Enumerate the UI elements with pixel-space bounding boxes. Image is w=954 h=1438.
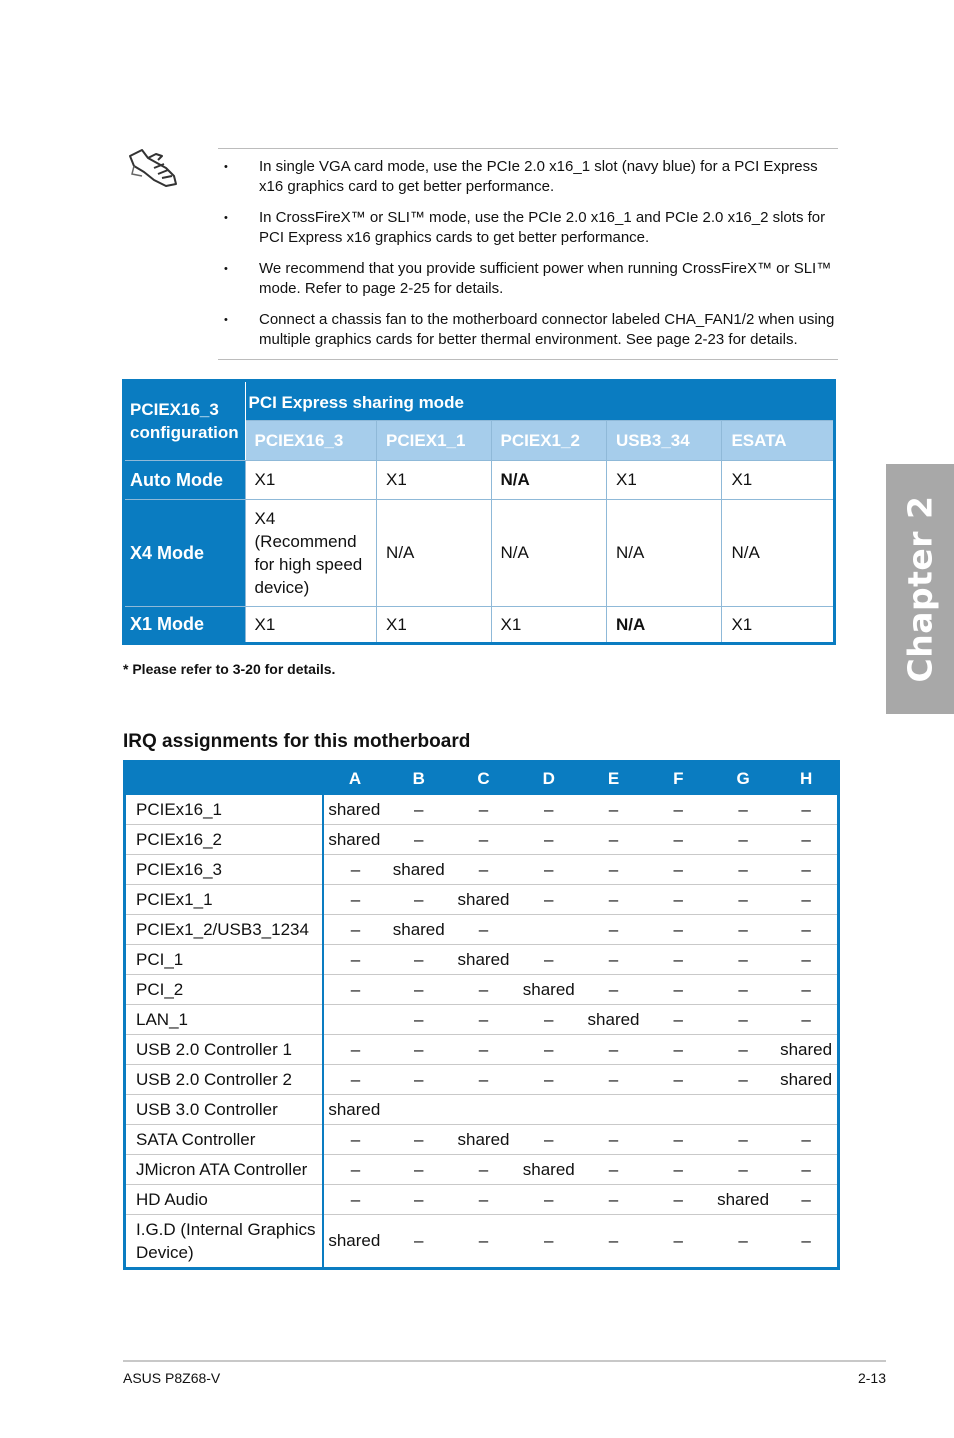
table-cell: N/A: [606, 500, 721, 607]
irq-column-header: B: [387, 762, 451, 796]
irq-column-header: H: [775, 762, 838, 796]
device-name: JMicron ATA Controller: [125, 1155, 324, 1185]
irq-cell: –: [387, 975, 451, 1005]
irq-cell: –: [646, 1155, 711, 1185]
irq-cell: –: [323, 975, 386, 1005]
irq-header-row: [125, 762, 839, 796]
table-row: [125, 1035, 839, 1065]
table-cell: N/A: [491, 461, 606, 500]
irq-cell: –: [516, 1065, 581, 1095]
irq-cell: –: [581, 825, 645, 855]
device-name: PCIEx16_1: [125, 795, 324, 825]
table-row: [124, 500, 835, 607]
irq-column-header: C: [451, 762, 516, 796]
mode-label: X1 Mode: [124, 607, 246, 644]
irq-cell: –: [581, 855, 645, 885]
irq-cell: –: [581, 915, 645, 945]
irq-cell: [451, 1095, 516, 1125]
note-item: • We recommend that you provide sufficient power when running CrossFireX™ or SLI™ mode. Refer to page 2-25 for details.: [224, 260, 832, 297]
irq-cell: –: [646, 1005, 711, 1035]
irq-cell: –: [775, 1155, 838, 1185]
table-row: [125, 1215, 839, 1269]
table-row: [125, 1125, 839, 1155]
column-header: PCIEX16_3: [245, 421, 377, 461]
table-cell: N/A: [491, 500, 606, 607]
irq-cell: shared: [711, 1185, 775, 1215]
irq-cell: –: [516, 1185, 581, 1215]
device-name: HD Audio: [125, 1185, 324, 1215]
irq-cell: –: [387, 1005, 451, 1035]
mode-label: Auto Mode: [124, 461, 246, 500]
table-cell: X1: [245, 461, 377, 500]
table-row: [125, 825, 839, 855]
chapter-tab-label: Chapter 2: [900, 495, 940, 683]
irq-cell: –: [516, 1005, 581, 1035]
note-list: [224, 157, 840, 361]
pointing-hand-icon: [126, 146, 180, 190]
irq-cell: –: [387, 1155, 451, 1185]
column-header: USB3_34: [606, 421, 721, 461]
irq-cell: –: [646, 1065, 711, 1095]
irq-cell: –: [387, 1125, 451, 1155]
irq-cell: –: [323, 1065, 386, 1095]
table-row: [125, 1185, 839, 1215]
irq-cell: –: [323, 915, 386, 945]
device-name: PCI_2: [125, 975, 324, 1005]
irq-cell: –: [516, 795, 581, 825]
irq-cell: [516, 1095, 581, 1125]
table-row: [125, 855, 839, 885]
irq-cell: –: [451, 915, 516, 945]
irq-cell: shared: [387, 855, 451, 885]
table-row: [125, 1095, 839, 1125]
table-cell: N/A: [722, 500, 835, 607]
irq-column-header: E: [581, 762, 645, 796]
irq-column-header: D: [516, 762, 581, 796]
footnote: * Please refer to 3-20 for details.: [123, 661, 336, 677]
table-row: [125, 1065, 839, 1095]
irq-cell: –: [544, 1231, 554, 1250]
device-name: PCIEx16_3: [125, 855, 324, 885]
irq-cell: –: [775, 1005, 838, 1035]
irq-cell: –: [387, 1185, 451, 1215]
irq-column-header: G: [711, 762, 775, 796]
table-row: [125, 945, 839, 975]
irq-column-header: F: [646, 762, 711, 796]
irq-cell: –: [323, 945, 386, 975]
irq-cell: –: [387, 885, 451, 915]
irq-cell: [387, 1095, 451, 1125]
device-name: USB 2.0 Controller 2: [125, 1065, 324, 1095]
irq-cell: –: [451, 1035, 516, 1065]
irq-cell: –: [775, 825, 838, 855]
device-name: USB 2.0 Controller 1: [125, 1035, 324, 1065]
section-title: IRQ assignments for this motherboard: [123, 731, 471, 752]
device-name: PCI_1: [125, 945, 324, 975]
column-header: PCIEX1_2: [491, 421, 606, 461]
irq-cell: –: [451, 1065, 516, 1095]
table-cell: X1: [377, 607, 491, 644]
irq-cell: –: [387, 795, 451, 825]
irq-cell: –: [451, 1185, 516, 1215]
irq-cell: –: [711, 1155, 775, 1185]
irq-cell: –: [516, 825, 581, 855]
column-header: PCIEX1_1: [377, 421, 491, 461]
irq-cell: –: [323, 855, 386, 885]
note-bottom-rule: [218, 359, 838, 360]
group-label: PCI Express sharing mode: [245, 381, 835, 421]
irq-cell: –: [581, 1185, 645, 1215]
note-item: • Connect a chassis fan to the motherboard connector labeled CHA_FAN1/2 when using multiple graphics cards for better thermal environment. See page 2-23 for details.: [224, 311, 835, 348]
irq-cell: [516, 915, 581, 945]
irq-cell: –: [711, 1005, 775, 1035]
irq-cell: –: [581, 885, 645, 915]
irq-cell: –: [581, 975, 645, 1005]
irq-cell: –: [451, 1005, 516, 1035]
note-item: • In single VGA card mode, use the PCIe 2.0 x16_1 slot (navy blue) for a PCI Express x16 graphics card to get better performance.: [224, 158, 818, 195]
table-row: [125, 1155, 839, 1185]
table-row: [124, 461, 835, 500]
irq-cell: –: [608, 1231, 619, 1250]
irq-cell: –: [581, 1155, 645, 1185]
irq-cell: –: [451, 855, 516, 885]
irq-cell: shared: [581, 1005, 645, 1035]
device-name: PCIEx1_2/USB3_1234: [125, 915, 324, 945]
irq-cell: –: [516, 1035, 581, 1065]
irq-cell: –: [646, 1035, 711, 1065]
irq-cell: –: [646, 1125, 711, 1155]
irq-header-blank: [125, 762, 324, 796]
table-cell: X1: [377, 461, 491, 500]
table-row: [125, 885, 839, 915]
irq-cell: –: [711, 885, 775, 915]
irq-cell: [775, 1095, 838, 1125]
footer-product: ASUS P8Z68-V: [123, 1370, 221, 1386]
irq-table: [123, 760, 840, 1270]
table-row: [125, 795, 839, 825]
irq-cell: –: [646, 825, 711, 855]
table-row: [125, 915, 839, 945]
irq-cell: shared: [323, 825, 386, 855]
table-row: [125, 1005, 839, 1035]
irq-cell: shared: [451, 1125, 516, 1155]
irq-cell: –: [413, 1231, 424, 1250]
irq-cell: –: [387, 945, 451, 975]
irq-cell: –: [581, 1125, 645, 1155]
note-item: • In CrossFireX™ or SLI™ mode, use the PCIe 2.0 x16_1 and PCIe 2.0 x16_2 slots for PCI Express x16 graphics cards to get better performance.: [224, 209, 826, 246]
irq-cell: –: [323, 1035, 386, 1065]
device-name: SATA Controller: [125, 1125, 324, 1155]
irq-cell: –: [775, 1125, 838, 1155]
irq-cell: –: [711, 975, 775, 1005]
irq-cell: –: [323, 1185, 386, 1215]
device-name: USB 3.0 Controller: [125, 1095, 324, 1125]
table-row: [125, 975, 839, 1005]
irq-cell: [581, 1095, 645, 1125]
irq-column-header: A: [323, 762, 386, 796]
irq-cell: [711, 1095, 775, 1125]
table-cell: N/A: [377, 500, 491, 607]
irq-cell: –: [646, 795, 711, 825]
irq-cell: –: [775, 885, 838, 915]
irq-cell: –: [711, 855, 775, 885]
irq-cell: –: [581, 795, 645, 825]
irq-cell: –: [451, 795, 516, 825]
irq-cell: –: [646, 855, 711, 885]
irq-cell: shared: [516, 1155, 581, 1185]
irq-cell: –: [451, 825, 516, 855]
table-cell: X1: [245, 607, 377, 644]
irq-cell: –: [646, 885, 711, 915]
mode-label: X4 Mode: [124, 500, 246, 607]
irq-cell: –: [323, 1125, 386, 1155]
irq-cell: –: [646, 975, 711, 1005]
device-name: LAN_1: [125, 1005, 324, 1035]
irq-cell: –: [387, 1065, 451, 1095]
irq-cell: –: [323, 885, 386, 915]
device-name: PCIEx1_1: [125, 885, 324, 915]
table-cell: N/A: [606, 607, 721, 644]
table-cell: X1: [722, 461, 835, 500]
device-name: PCIEx16_2: [125, 825, 324, 855]
chapter-tab: [886, 464, 954, 714]
irq-cell: –: [711, 1125, 775, 1155]
irq-cell: –: [711, 945, 775, 975]
irq-cell: shared: [328, 1231, 381, 1250]
device-name: I.G.D (Internal Graphics Device): [125, 1215, 324, 1269]
irq-cell: –: [451, 1155, 516, 1185]
table-cell: X1: [606, 461, 721, 500]
irq-cell: –: [516, 1125, 581, 1155]
table-cell: X4 (Recommend for high speed device): [245, 500, 377, 607]
pcie-sharing-table: [122, 379, 836, 645]
irq-cell: shared: [775, 1035, 838, 1065]
irq-cell: shared: [323, 795, 386, 825]
irq-cell: –: [801, 1231, 811, 1250]
irq-cell: shared: [323, 1095, 386, 1125]
irq-body: [125, 795, 839, 1269]
irq-cell: –: [387, 825, 451, 855]
irq-cell: –: [478, 1231, 489, 1250]
irq-cell: –: [516, 855, 581, 885]
irq-cell: shared: [775, 1065, 838, 1095]
note-top-rule: [218, 148, 838, 149]
irq-cell: –: [711, 1035, 775, 1065]
irq-cell: –: [581, 1035, 645, 1065]
irq-cell: –: [646, 945, 711, 975]
irq-cell: –: [775, 1185, 838, 1215]
irq-cell: –: [738, 1231, 748, 1250]
irq-cell: –: [451, 975, 516, 1005]
irq-cell: –: [711, 795, 775, 825]
footer-rule: [123, 1360, 886, 1362]
table-cell: X1: [491, 607, 606, 644]
irq-cell: [323, 1005, 386, 1035]
irq-cell: –: [775, 795, 838, 825]
corner-label: PCIEX16_3 configuration: [124, 381, 246, 461]
irq-cell: shared: [516, 975, 581, 1005]
footer-page-number: 2-13: [857, 1370, 886, 1386]
irq-cell: shared: [451, 885, 516, 915]
irq-cell: –: [387, 1035, 451, 1065]
table-cell: X1: [722, 607, 835, 644]
irq-cell: –: [775, 915, 838, 945]
table-row: [124, 607, 835, 644]
irq-cell: –: [775, 975, 838, 1005]
irq-cell: –: [711, 1065, 775, 1095]
irq-cell: –: [646, 915, 711, 945]
irq-cell: –: [323, 1155, 386, 1185]
column-header: ESATA: [722, 421, 835, 461]
irq-cell: –: [646, 1185, 711, 1215]
irq-cell: shared: [387, 915, 451, 945]
irq-cell: –: [673, 1231, 684, 1250]
irq-cell: –: [775, 945, 838, 975]
irq-cell: –: [711, 825, 775, 855]
irq-cell: –: [516, 945, 581, 975]
irq-cell: –: [581, 1065, 645, 1095]
irq-cell: –: [516, 885, 581, 915]
irq-cell: [646, 1095, 711, 1125]
irq-cell: –: [711, 915, 775, 945]
irq-cell: shared: [451, 945, 516, 975]
irq-cell: –: [775, 855, 838, 885]
irq-cell: –: [581, 945, 645, 975]
